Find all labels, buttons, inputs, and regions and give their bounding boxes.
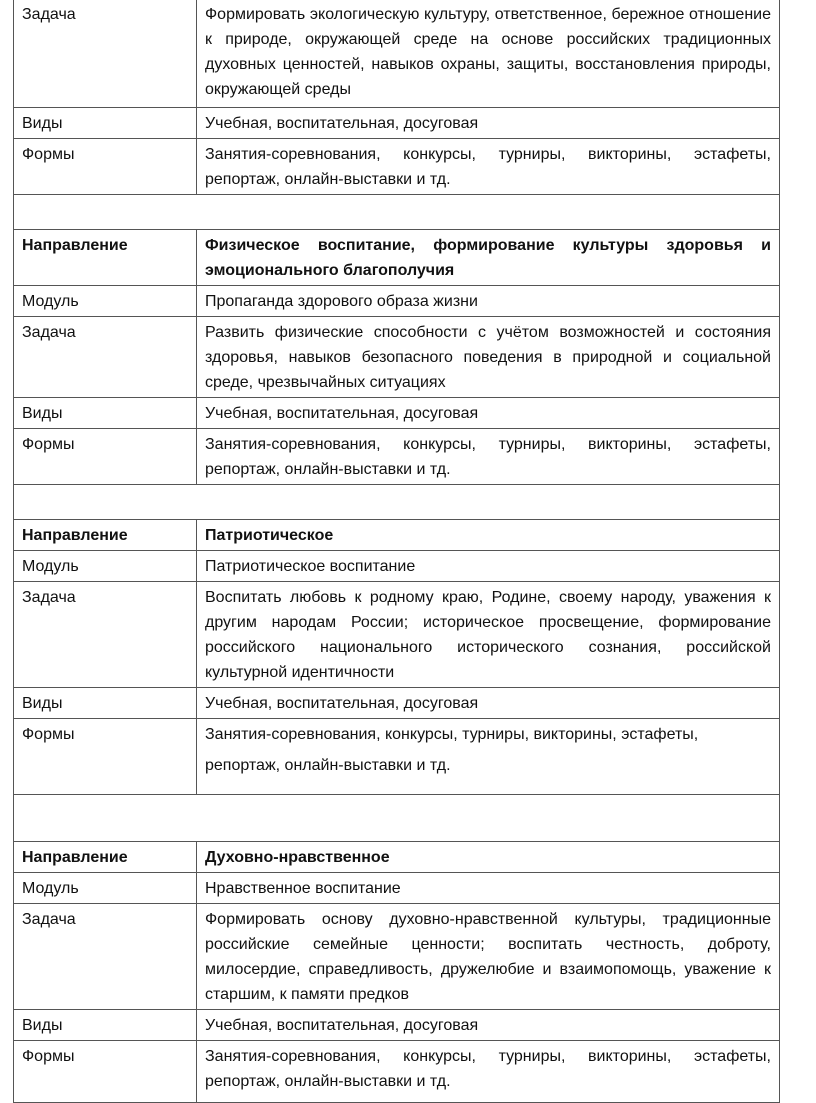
table-row bbox=[14, 904, 780, 1010]
row-label: Модуль bbox=[14, 873, 197, 904]
table-row bbox=[14, 317, 780, 398]
direction-title: Патриотическое bbox=[197, 520, 780, 551]
row-value: Учебная, воспитательная, досуговая bbox=[197, 398, 780, 429]
row-label: Виды bbox=[14, 688, 197, 719]
table-row bbox=[14, 108, 780, 139]
table-row bbox=[14, 520, 780, 551]
empty-cell bbox=[14, 195, 780, 230]
education-directions-table bbox=[13, 0, 780, 1103]
row-value: Формировать основу духовно-нравственной культуры, традиционные российские семейные ценности; воспитать честность, доброту, милосердие, справедливость, дружелюбие и взаимопомощь, уважение к старшим, к памяти предков bbox=[197, 904, 780, 1010]
row-label: Виды bbox=[14, 1010, 197, 1041]
table-row bbox=[14, 398, 780, 429]
table-row bbox=[14, 286, 780, 317]
table-row bbox=[14, 0, 780, 108]
table-row bbox=[14, 873, 780, 904]
table-row bbox=[14, 551, 780, 582]
row-label: Формы bbox=[14, 1041, 197, 1103]
row-label: Модуль bbox=[14, 551, 197, 582]
row-value: Учебная, воспитательная, досуговая bbox=[197, 688, 780, 719]
row-value bbox=[197, 719, 780, 795]
table-row bbox=[14, 688, 780, 719]
row-value: Занятия-соревнования, конкурсы, турниры, викторины, эстафеты, репортаж, онлайн-выставки и тд. bbox=[197, 139, 780, 195]
row-value: Пропаганда здорового образа жизни bbox=[197, 286, 780, 317]
empty-cell bbox=[14, 795, 780, 842]
spacer-row bbox=[14, 795, 780, 842]
row-label: Модуль bbox=[14, 286, 197, 317]
row-label: Формы bbox=[14, 719, 197, 795]
table-row bbox=[14, 582, 780, 688]
row-label: Задача bbox=[14, 317, 197, 398]
row-label: Задача bbox=[14, 582, 197, 688]
spacer-row bbox=[14, 195, 780, 230]
table-row bbox=[14, 139, 780, 195]
row-value: Воспитать любовь к родному краю, Родине, своему народу, уважения к другим народам России; историческое просвещение, формирование российского национального исторического сознания, российской культурной идентичности bbox=[197, 582, 780, 688]
row-label: Задача bbox=[14, 0, 197, 108]
table-row bbox=[14, 842, 780, 873]
row-label: Виды bbox=[14, 108, 197, 139]
row-value: Формировать экологическую культуру, ответственное, бережное отношение к природе, окружающей среде на основе российских традиционных духовных ценностей, навыков охраны, защиты, восстановления природы, окружающей среды bbox=[197, 0, 780, 108]
forms-line: Занятия-соревнования, конкурсы, турниры, викторины, эстафеты, bbox=[205, 726, 699, 743]
row-value: Учебная, воспитательная, досуговая bbox=[197, 1010, 780, 1041]
row-value: Учебная, воспитательная, досуговая bbox=[197, 108, 780, 139]
row-label: Формы bbox=[14, 429, 197, 485]
row-label: Направление bbox=[14, 842, 197, 873]
direction-title: Духовно-нравственное bbox=[197, 842, 780, 873]
row-value: Патриотическое воспитание bbox=[197, 551, 780, 582]
row-label: Направление bbox=[14, 230, 197, 286]
direction-title: Физическое воспитание, формирование культуры здоровья и эмоционального благополучия bbox=[197, 230, 780, 286]
spacer-row bbox=[14, 485, 780, 520]
forms-line: репортаж, онлайн-выставки и тд. bbox=[205, 757, 451, 774]
table-row bbox=[14, 429, 780, 485]
row-value: Нравственное воспитание bbox=[197, 873, 780, 904]
row-value: Развить физические способности с учётом возможностей и состояния здоровья, навыков безопасного поведения в природной и социальной среде, чрезвычайных ситуациях bbox=[197, 317, 780, 398]
row-label: Виды bbox=[14, 398, 197, 429]
table-row bbox=[14, 230, 780, 286]
table-row bbox=[14, 719, 780, 795]
row-label: Формы bbox=[14, 139, 197, 195]
row-label: Задача bbox=[14, 904, 197, 1010]
table-row bbox=[14, 1010, 780, 1041]
row-label: Направление bbox=[14, 520, 197, 551]
empty-cell bbox=[14, 485, 780, 520]
row-value: Занятия-соревнования, конкурсы, турниры, викторины, эстафеты, репортаж, онлайн-выставки и тд. bbox=[197, 429, 780, 485]
row-value: Занятия-соревнования, конкурсы, турниры, викторины, эстафеты, репортаж, онлайн-выставки и тд. bbox=[197, 1041, 780, 1103]
table-row bbox=[14, 1041, 780, 1103]
